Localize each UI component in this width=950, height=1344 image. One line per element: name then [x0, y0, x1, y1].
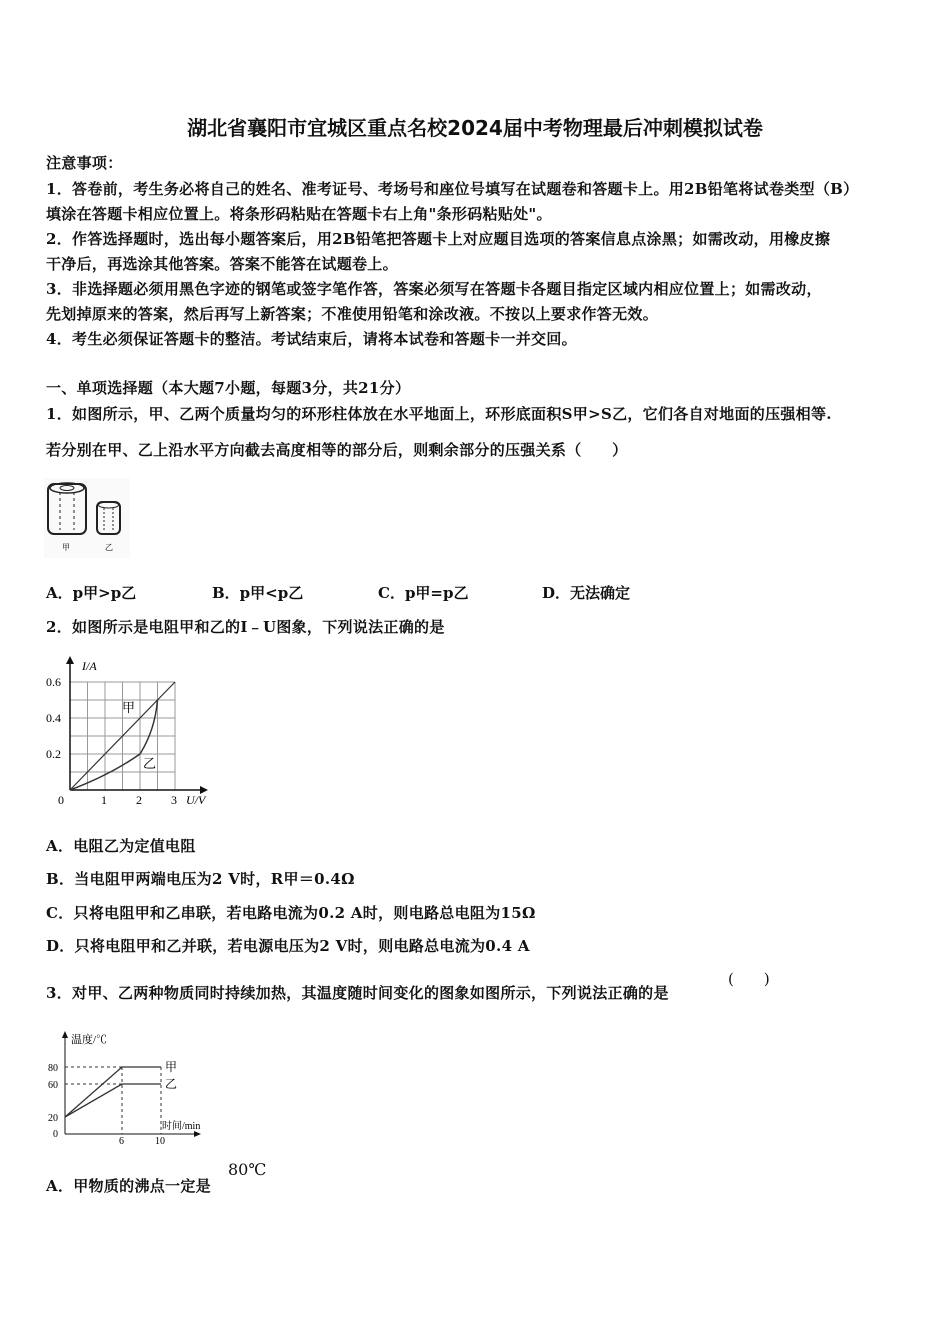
section-heading: 一、单项选择题（本大题7小题，每题3分，共21分）	[46, 379, 411, 397]
curve-yi	[65, 1084, 161, 1117]
x-tick: 10	[155, 1136, 165, 1147]
q2-iu-graph	[40, 650, 220, 815]
x-tick: 6	[119, 1136, 124, 1147]
q3-stem: 3．对甲、乙两种物质同时持续加热，其温度随时间变化的图象如图所示，下列说法正确的是	[46, 984, 669, 1002]
q2-option-b[interactable]: B．当电阻甲两端电压为2 V时，R甲＝0.4Ω	[46, 870, 355, 888]
q2-option-d[interactable]: D．只将电阻甲和乙并联，若电源电压为2 V时，则电路总电流为0.4 A	[46, 937, 530, 955]
x-axis-label: U/V	[186, 793, 206, 807]
x-tick: 3	[171, 793, 177, 807]
curve-jia	[65, 1067, 161, 1117]
q3-option-a[interactable]: A．甲物质的沸点一定是	[46, 1177, 211, 1195]
notice-line: 4．考生必须保证答题卡的整洁。考试结束后，请将本试卷和答题卡一并交回。	[46, 330, 577, 348]
x-axis-label: 时间/min	[162, 1121, 201, 1132]
fig-label-jia: 甲	[62, 543, 70, 552]
notice-line: 干净后，再选涂其他答案。答案不能答在试题卷上。	[46, 255, 398, 273]
q1-option-c[interactable]: C．p甲=p乙	[378, 584, 469, 602]
q3-option-a-value: 80℃	[228, 1160, 267, 1179]
x-tick: 0	[58, 793, 64, 807]
y-tick: 20	[48, 1113, 58, 1124]
q1-option-a[interactable]: A．p甲>p乙	[46, 584, 137, 602]
y-tick: 0	[53, 1129, 58, 1140]
fig-label-yi: 乙	[105, 543, 113, 552]
curve-label-yi: 乙	[165, 1077, 178, 1091]
y-axis-label: I/A	[82, 659, 97, 673]
q1-stem-line1: 1．如图所示，甲、乙两个质量均匀的环形柱体放在水平地面上，环形底面积S甲>S乙，它们各自对地面的压强相等.	[46, 405, 832, 423]
x-tick: 1	[101, 793, 107, 807]
curve-label-jia: 甲	[165, 1060, 178, 1074]
notice-line: 1．答卷前，考生务必将自己的姓名、准考证号、考场号和座位号填写在试题卷和答题卡上。用2B铅笔将试卷类型（B）	[46, 180, 859, 198]
q1-option-d[interactable]: D．无法确定	[542, 584, 631, 602]
q3-answer-bracket: ( )	[728, 970, 770, 988]
q2-option-a[interactable]: A．电阻乙为定值电阻	[46, 837, 196, 855]
y-tick: 0.2	[46, 747, 61, 761]
q2-option-c[interactable]: C．只将电阻甲和乙串联，若电路电流为0.2 A时，则电路总电阻为15Ω	[46, 904, 536, 922]
y-tick: 60	[48, 1080, 58, 1091]
notice-line: 填涂在答题卡相应位置上。将条形码粘贴在答题卡右上角"条形码粘贴处"。	[46, 205, 552, 223]
curve-label-jia: 甲	[122, 700, 136, 715]
notice-line: 先划掉原来的答案，然后再写上新答案；不准使用铅笔和涂改液。不按以上要求作答无效。	[46, 305, 659, 323]
q2-stem: 2．如图所示是电阻甲和乙的I﹣U图象，下列说法正确的是	[46, 618, 445, 636]
x-tick: 2	[136, 793, 142, 807]
curve-label-yi: 乙	[143, 756, 157, 771]
q1-option-b[interactable]: B．p甲<p乙	[212, 584, 304, 602]
notice-line: 3．非选择题必须用黑色字迹的钢笔或签字笔作答，答案必须写在答题卡各题目指定区域内相应位置上；如需改动，	[46, 280, 822, 298]
page-title: 湖北省襄阳市宜城区重点名校2024届中考物理最后冲刺模拟试卷	[187, 116, 763, 140]
y-axis-label: 温度/℃	[71, 1034, 108, 1046]
q1-stem-line2: 若分别在甲、乙上沿水平方向截去高度相等的部分后，则剩余部分的压强关系（ ）	[46, 441, 628, 459]
y-tick: 80	[48, 1063, 58, 1074]
notice-line: 2．作答选择题时，选出每小题答案后，用2B铅笔把答题卡上对应题目选项的答案信息点涂黑；如需改动，用橡皮擦	[46, 230, 831, 248]
notice-heading: 注意事项：	[46, 154, 123, 172]
q1-cylinders-figure	[44, 478, 130, 558]
q3-temperature-graph	[44, 1028, 224, 1148]
y-tick: 0.6	[46, 675, 61, 689]
y-tick: 0.4	[46, 711, 61, 725]
